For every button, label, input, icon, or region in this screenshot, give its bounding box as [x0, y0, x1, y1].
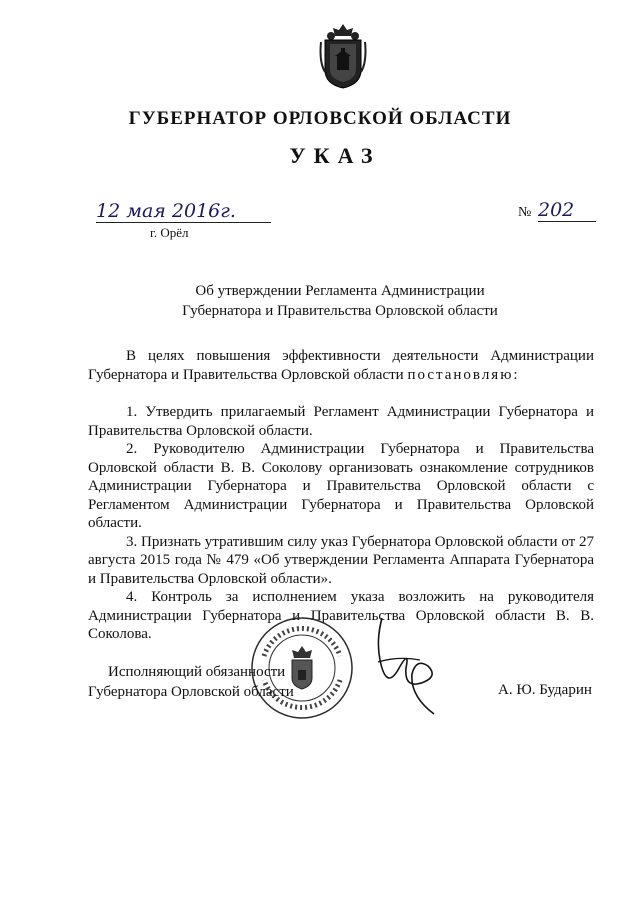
decree-item-2: 2. Руководителю Администрации Губернатора и Правительства Орловской области В. В. Соколову организовать ознакомление сотрудников Администрации Губернатора и Правительства Орловской области с Регламентом Администрации Губернатора и Правительства Орловской области.	[88, 441, 594, 531]
preamble-keyword: постановляю:	[407, 366, 520, 383]
preamble	[88, 347, 594, 384]
signatory-name: А. Ю. Бударин	[498, 682, 592, 698]
subject-line-1: Об утверждении Регламента Администрации	[195, 283, 485, 299]
decree-item-4: 4. Контроль за исполнением указа возложить на руководителя Администрации Губернатора и Правительства Орловской области В. В. Соколова.	[88, 589, 594, 642]
document-date: 12 мая 2016г.	[96, 200, 271, 223]
preamble-text: В целях повышения эффективности деятельности Администрации Губернатора и Правительства Орловской области	[88, 348, 594, 383]
decree-items	[88, 403, 594, 644]
document-type-heading: УКАЗ	[289, 143, 381, 168]
issuer-heading: ГУБЕРНАТОР ОРЛОВСКОЙ ОБЛАСТИ	[128, 108, 512, 129]
document-city: г. Орёл	[150, 225, 189, 240]
signatory-position	[88, 662, 294, 702]
handwritten-signature-icon	[368, 610, 448, 720]
document-number-label: №	[518, 205, 532, 220]
subject-line-2: Губернатора и Правительства Орловской области	[182, 303, 498, 319]
signatory-position-line-2: Губернатора Орловской области	[88, 684, 294, 700]
signatory-position-line-1: Исполняющий обязанности	[108, 664, 286, 680]
coat-of-arms-icon	[319, 22, 367, 90]
document-subject	[0, 281, 640, 321]
decree-item-3: 3. Признать утратившим силу указ Губернатора Орловской области от 27 августа 2015 года № 479 «Об утверждении Регламента Аппарата Губернатора и Правительства Орловской области».	[88, 533, 594, 587]
document-number: 202	[538, 199, 596, 222]
decree-item-1: 1. Утвердить прилагаемый Регламент Администрации Губернатора и Правительства Орловской области.	[88, 404, 594, 439]
